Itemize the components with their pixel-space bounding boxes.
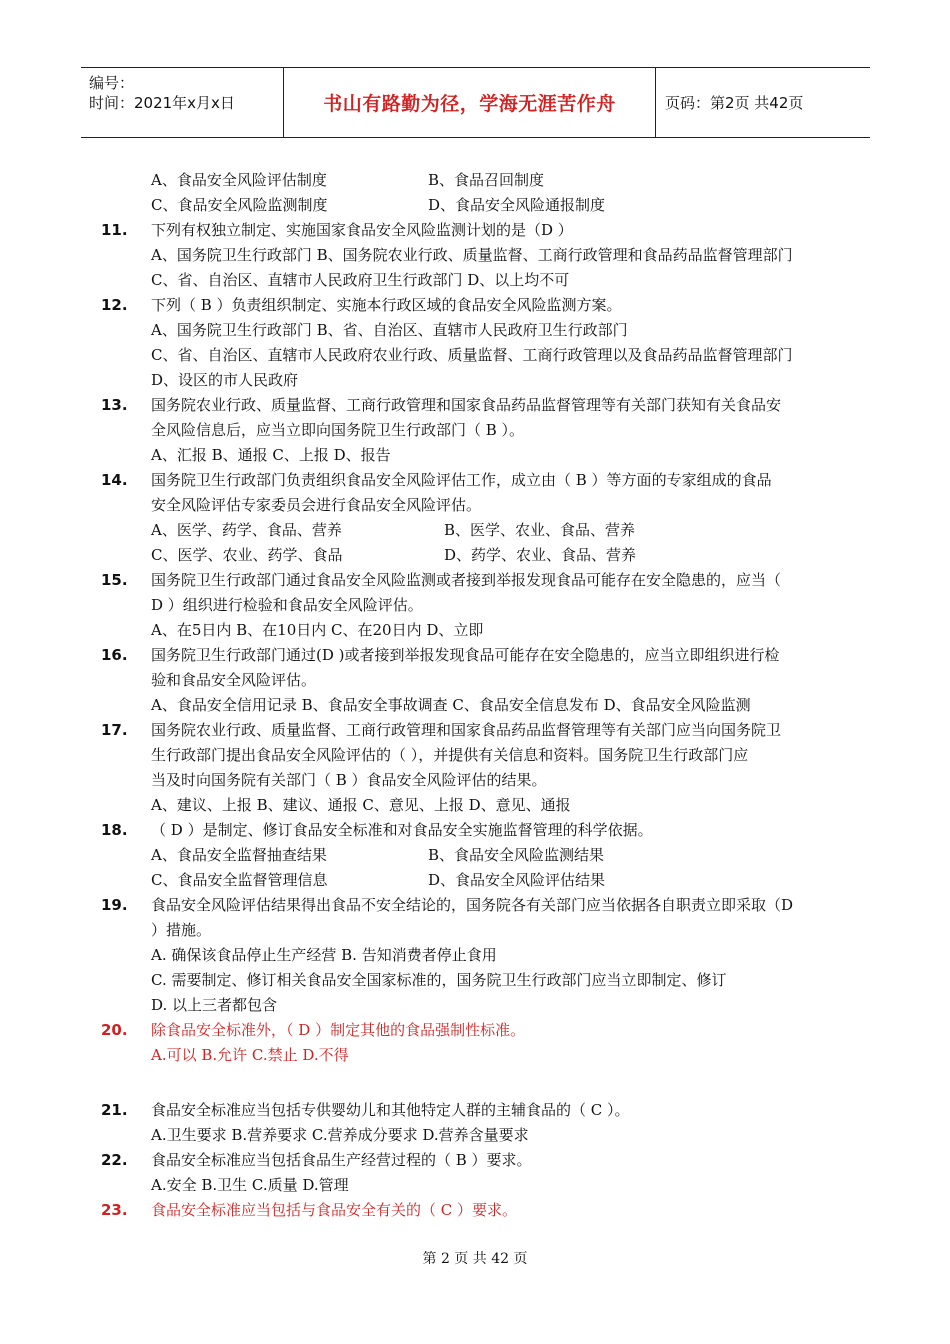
serial-label: 编号： — [89, 74, 135, 92]
question-number: 20. — [101, 1021, 128, 1039]
question-text: 当及时向国务院有关部门（ B ）食品安全风险评估的结果。 — [151, 771, 547, 789]
header-page-cell — [655, 68, 870, 137]
question-text: 食品安全风险评估结果得出食品不安全结论的，国务院各有关部门应当依据各自职责立即采取（D — [151, 896, 794, 914]
option-line: A、国务院卫生行政部门 B、国务院农业行政、质量监督、工商行政管理和食品药品监督管理部门 — [151, 246, 793, 264]
header-motto-cell — [283, 68, 656, 137]
page-info: 页码：第2页 共42页 — [665, 94, 804, 112]
question-text: 国务院卫生行政部门通过(D )或者接到举报发现食品可能存在安全隐患的，应当立即组织进行检 — [151, 646, 780, 664]
option-line: D、食品安全风险评估结果 — [428, 871, 606, 889]
question-text: 食品安全标准应当包括食品生产经营过程的（ B ）要求。 — [151, 1151, 532, 1169]
question-number: 13. — [101, 396, 128, 414]
option-line: C、省、自治区、直辖市人民政府卫生行政部门 D、以上均不可 — [151, 271, 570, 289]
question-text: 下列（ B ）负责组织制定、实施本行政区域的食品安全风险监测方案。 — [151, 296, 622, 314]
question-text: 国务院农业行政、质量监督、工商行政管理和国家食品药品监督管理等有关部门获知有关食品安 — [151, 396, 782, 414]
question-text: 生行政部门提出食品安全风险评估的（ ），并提供有关信息和资料。国务院卫生行政部门应 — [151, 746, 749, 764]
option-line: D、食品安全风险通报制度 — [428, 196, 606, 214]
option-line: A、国务院卫生行政部门 B、省、自治区、直辖市人民政府卫生行政部门 — [151, 321, 628, 339]
option-line: B、医学、农业、食品、营养 — [444, 521, 636, 539]
question-text: 下列有权独立制定、实施国家食品安全风险监测计划的是（D ） — [151, 221, 573, 239]
question-text: ）措施。 — [151, 921, 212, 939]
question-text: 国务院农业行政、质量监督、工商行政管理和国家食品药品监督管理等有关部门应当向国务院卫 — [151, 721, 782, 739]
question-number: 22. — [101, 1151, 128, 1169]
question-number: 14. — [101, 471, 128, 489]
question-text: 食品安全标准应当包括与食品安全有关的（ C ）要求。 — [151, 1201, 518, 1219]
question-number: 17. — [101, 721, 128, 739]
page-footer: 第 2 页 共 42 页 — [422, 1251, 528, 1267]
question-number: 11. — [101, 221, 128, 239]
question-number: 16. — [101, 646, 128, 664]
question-number: 15. — [101, 571, 128, 589]
option-line: C、食品安全监督管理信息 — [151, 871, 328, 889]
question-text: 全风险信息后，应当立即向国务院卫生行政部门（ B ）。 — [151, 421, 525, 439]
question-text: 国务院卫生行政部门通过食品安全风险监测或者接到举报发现食品可能存在安全隐患的，应当（ — [151, 571, 782, 589]
option-line: A、医学、药学、食品、营养 — [151, 521, 342, 539]
question-text: D ）组织进行检验和食品安全风险评估。 — [151, 596, 423, 614]
question-text: 除食品安全标准外，（ D ）制定其他的食品强制性标准。 — [151, 1021, 526, 1039]
option-line: C、医学、农业、药学、食品 — [151, 546, 343, 564]
question-text: 安全风险评估专家委员会进行食品安全风险评估。 — [151, 496, 482, 514]
option-line: C. 需要制定、修订相关食品安全国家标准的，国务院卫生行政部门应当立即制定、修订 — [151, 971, 727, 989]
question-text: 国务院卫生行政部门负责组织食品安全风险评估工作，成立由（ B ）等方面的专家组成的食品 — [151, 471, 772, 489]
question-number: 18. — [101, 821, 128, 839]
option-line: B、食品召回制度 — [428, 171, 545, 189]
option-line: B、食品安全风险监测结果 — [428, 846, 605, 864]
option-line: A、在5日内 B、在10日内 C、在20日内 D、立即 — [151, 621, 484, 639]
option-line: D、药学、农业、食品、营养 — [444, 546, 637, 564]
time-label: 时间：2021年x月x日 — [89, 94, 235, 112]
option-line: A、汇报 B、通报 C、上报 D、报告 — [151, 446, 391, 464]
option-line: C、食品安全风险监测制度 — [151, 196, 328, 214]
option-line: A.卫生要求 B.营养要求 C.营养成分要求 D.营养含量要求 — [151, 1126, 529, 1144]
option-line: C、省、自治区、直辖市人民政府农业行政、质量监督、工商行政管理以及食品药品监督管理部门 — [151, 346, 793, 364]
header-meta-cell — [81, 68, 281, 137]
option-line: A、食品安全风险评估制度 — [151, 171, 327, 189]
motto-text: 书山有路勤为径，学海无涯苦作舟 — [323, 93, 616, 115]
option-line: D、设区的市人民政府 — [151, 371, 299, 389]
question-number: 12. — [101, 296, 128, 314]
option-line: A. 确保该食品停止生产经营 B. 告知消费者停止食用 — [151, 946, 497, 964]
question-number: 19. — [101, 896, 128, 914]
question-text: 食品安全标准应当包括专供婴幼儿和其他特定人群的主辅食品的（ C ）。 — [151, 1101, 630, 1119]
option-line: A、食品安全监督抽查结果 — [151, 846, 327, 864]
document-header — [81, 67, 870, 138]
question-number: 21. — [101, 1101, 128, 1119]
option-line: A、食品安全信用记录 B、食品安全事故调查 C、食品安全信息发布 D、食品安全风险监测 — [151, 696, 751, 714]
question-number: 23. — [101, 1201, 128, 1219]
option-line: A.安全 B.卫生 C.质量 D.管理 — [151, 1176, 349, 1194]
option-line: D. 以上三者都包含 — [151, 996, 278, 1014]
option-line: A、建议、上报 B、建议、通报 C、意见、上报 D、意见、通报 — [151, 796, 571, 814]
question-text: （ D ）是制定、修订食品安全标准和对食品安全实施监督管理的科学依据。 — [151, 821, 653, 839]
question-text: 验和食品安全风险评估。 — [151, 671, 317, 689]
option-line: A.可以 B.允许 C.禁止 D.不得 — [151, 1046, 349, 1064]
